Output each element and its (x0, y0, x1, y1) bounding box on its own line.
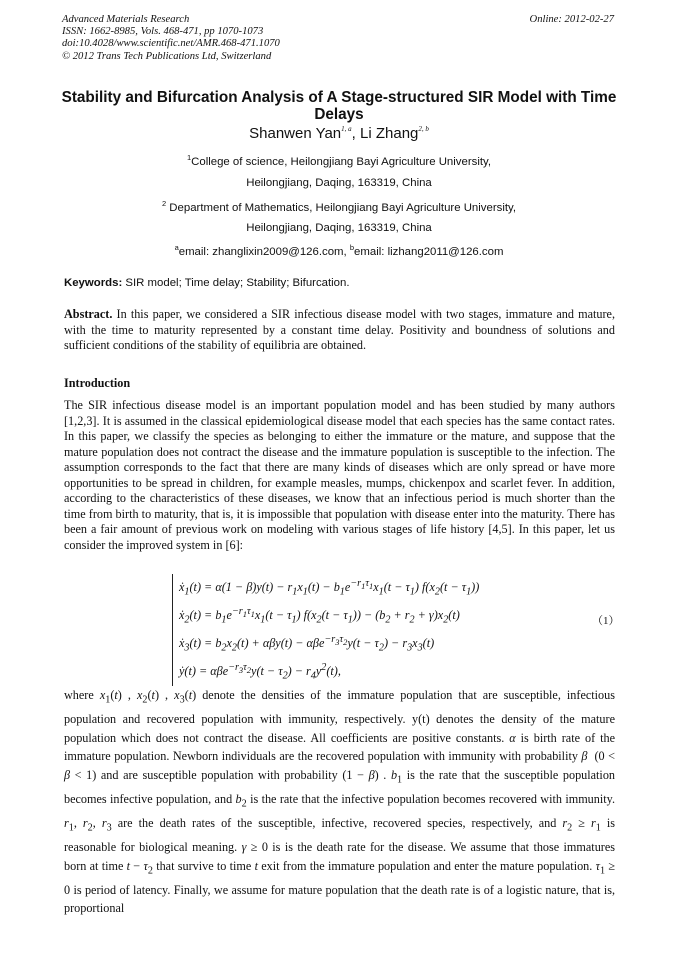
abstract-label: Abstract. (64, 307, 113, 321)
affiliation-1-line-2: Heilongjiang, Daqing, 163319, China (246, 177, 432, 189)
abstract (64, 307, 615, 354)
affiliation-2-line-2: Heilongjiang, Daqing, 163319, China (246, 222, 432, 234)
section-heading-introduction: Introduction (64, 376, 131, 390)
author-1: Shanwen Yan (249, 125, 342, 142)
issn-line: ISSN: 1662-8985, Vols. 468-471, pp 1070-1073 (62, 26, 264, 38)
affiliation-1-line-1: $^1$College of science, Heilongjiang Bayi Agriculture University, (186, 153, 492, 168)
equation-number: （1） (592, 615, 620, 627)
email-line: $^a$email: zhanglixin2009@126.com, $^b$email: lizhang2011@126.com (174, 243, 504, 258)
author-2-sup: 2, b (418, 125, 429, 133)
model-description-paragraph: where $x_1(t)$ , $x_2(t)$ , $x_3(t)$ denote the densities of the immature population that are susceptible, infectious population and recovered population with immunity, respectively. y(t) denotes the density of the mature population which does not contract the disease. All coefficients are positive constants. α is birth rate of the immature population. Newborn individuals are the recovered population with immunity with probability β (0 < β < 1) and are susceptible population with probability (1 − β) . $b_1$ is the rate that the susceptible population becomes infective population, and $b_2$ is the rate that the infective population becomes recovered with immunity. $r_1$, $r_2$, $r_3$ are the death rates of the susceptible, infective, recovered species, respectively, and $r_2 \ge r_1$ is reasonable for biological meaning. γ ≥ 0 is is the death rate for the disease. We assume that those immatures born at time $t - \tau_2$ that survive to time t exit from the immature population and enter the mature population. $\tau_1 \ge 0$ is period of latency. Finally, we assume for mature population that the death rate is of a logistic nature, that is, proportional (64, 688, 616, 916)
journal-name: Advanced Materials Research (62, 14, 190, 25)
author-2: Li Zhang (360, 125, 419, 142)
online-date: Online: 2012-02-27 (529, 14, 614, 25)
equation-system: ẋ$_1$(t) = $\alpha(1 - \beta)y(t) - r_1x_1(t) - b_1e^{-r_1\tau_1}x_1(t - \tau_1) f(x_2(t - \tau_1))$ ẋ$_2$(t) = $b_1e^{-r_1\tau_1}x_1(t - \tau_1) f(x_2(t - \tau_1)) - (b_2 + r_2 + \gamma)x_2(t)$ ẋ$_3$(t) = $b_2x_2(t) + \alpha\beta y(t) - \alpha\beta e^{-r_3\tau_2}y(t - \tau_2) - r_3x_3(t)$ ẏ(t) = $\alpha\beta e^{-r_3\tau_2}y(t - \tau_2) - r_4y^2(t)$, (172, 574, 639, 686)
author-separator: , (351, 125, 360, 142)
abstract-text: In this paper, we considered a SIR infectious disease model with two stages, immature and mature, with the time to maturity represented by a constant time delay. Positivity and boundness of solutions and sufficient conditions of the stability of equilibria are obtained. (64, 307, 615, 352)
author-line (0, 125, 678, 142)
affiliation-2-sup: 2 (161, 199, 167, 208)
keywords (64, 277, 350, 289)
copyright-line: © 2012 Trans Tech Publications Ltd, Switzerland (62, 50, 272, 62)
doi-line: doi:10.4028/www.scientific.net/AMR.468-471.1070 (62, 38, 280, 50)
keywords-label: Keywords: (64, 277, 123, 289)
keywords-text: SIR model; Time delay; Stability; Bifurcation. (122, 277, 350, 289)
affiliation-1-sup: 1 (186, 153, 192, 162)
journal-header (62, 14, 280, 63)
paper-title: Stability and Bifurcation Analysis of A Stage-structured SIR Model with Time Delays (61, 89, 617, 123)
author-1-sup: 1, a (341, 125, 352, 133)
introduction-paragraph: The SIR infectious disease model is an important population model and has been studied by many authors [1,2,3]. It is assumed in the classical epidemiological disease model that each species has the same contact rates. In this paper, we classify the species as belonging to either the immature or the mature, and suppose that the mature population does not contract the disease and the immature population is susceptible to the infection. The assumption corresponds to the fact that there are many kinds of diseases which are only spread or have more opportunities to be spread in children, for example measles, mumps, chickenpox and scarlet fever. In addition, according to the characteristics of these diseases, we know that an infectious period is much shorter than the time from birth to maturity, that is, it is impossible that population with disease enter into the maturity. There has been a fair amount of previous work on modeling with various stages of life history [4,5]. In this paper, let us consider the improved system in [6]: (64, 398, 615, 552)
affiliation-2-line-1: $^2$ Department of Mathematics, Heilongjiang Bayi Agriculture University, (161, 199, 517, 214)
